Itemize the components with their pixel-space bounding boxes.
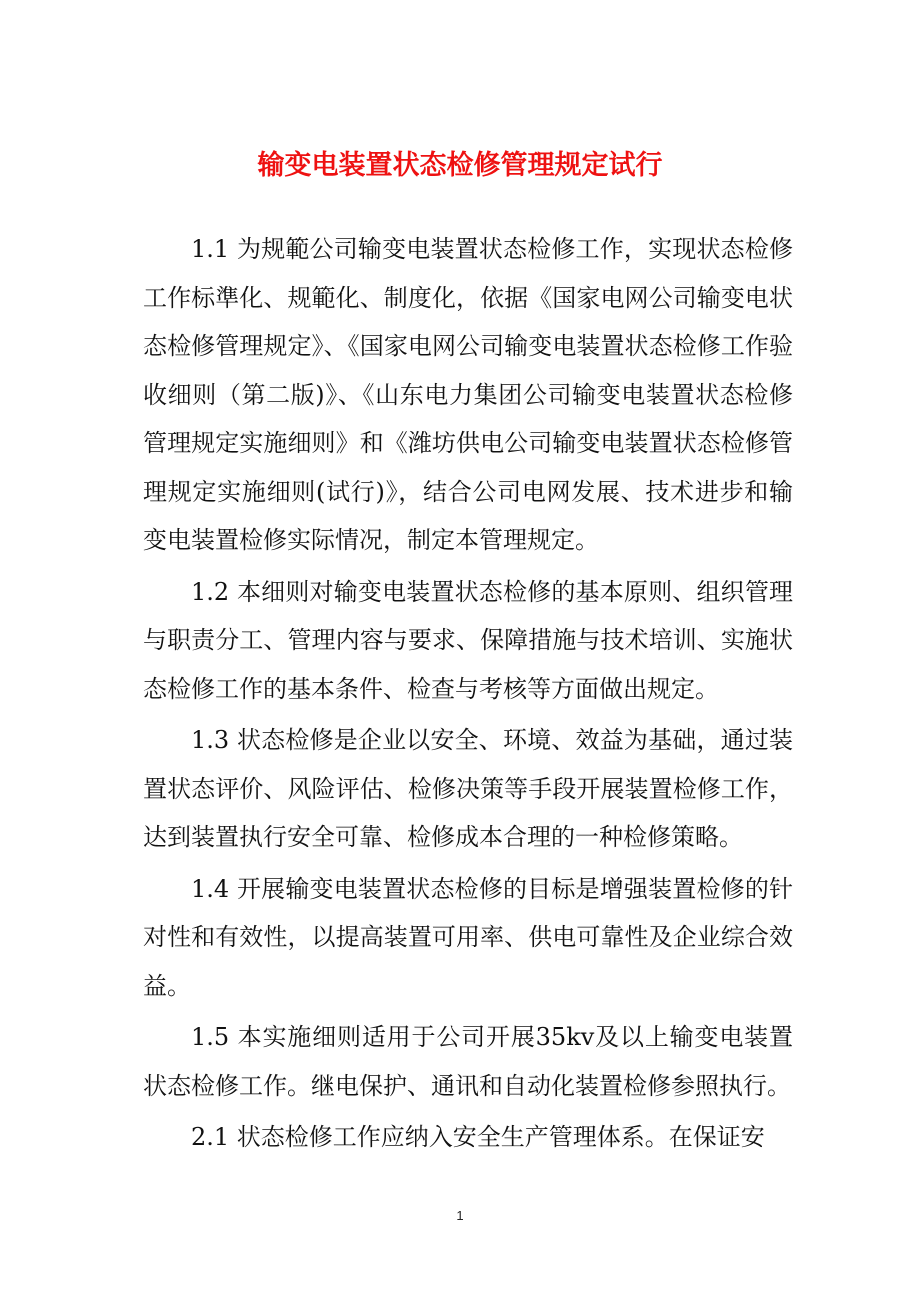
paragraph-1-4: 1.4 开展输变电装置状态检修的目标是增强装置检修的针对性和有效性，以提高装置可用率、供电可靠性及企业综合效益。	[143, 874, 793, 1000]
paragraph-1-3: 1.3 状态检修是企业以安全、环境、效益为基础，通过装置状态评价、风险评估、检修决策等手段开展装置检修工作，达到装置执行安全可靠、检修成本合理的一种检修策略。	[143, 726, 793, 851]
paragraph-1-1: 1.1 为规範公司输变电装置状态检修工作，实现状态检修工作标準化、规範化、制度化，依据《国家电网公司输变电状态检修管理规定》、《国家电网公司输变电装置状态检修工作验收细则（第二版)》、《山东电力集团公司输变电装置状态检修管理规定实施细则》和《潍坊供电公司输变电装置状态检修管理规定实施细则(试行)》，结合公司电网发展、技术进步和输变电装置检修实际情况，制定本管理规定。	[143, 235, 793, 554]
paragraph-2-1: 2.1 状态检修工作应纳入安全生产管理体系。在保证安	[191, 1123, 765, 1151]
page-number: 1	[456, 1208, 464, 1223]
document-body	[143, 225, 793, 1165]
paragraph-1-5: 1.5 本实施细则适用于公司开展35kv及以上输变电装置状态检修工作。继电保护、通讯和自动化装置检修参照执行。	[143, 1023, 793, 1100]
document-title: 输变电装置状态检修管理规定试行	[257, 150, 663, 181]
paragraph-1-2: 1.2 本细则对输变电装置状态检修的基本原则、组织管理与职责分工、管理内容与要求、保障措施与技术培训、实施状态检修工作的基本条件、检查与考核等方面做出规定。	[143, 577, 793, 703]
